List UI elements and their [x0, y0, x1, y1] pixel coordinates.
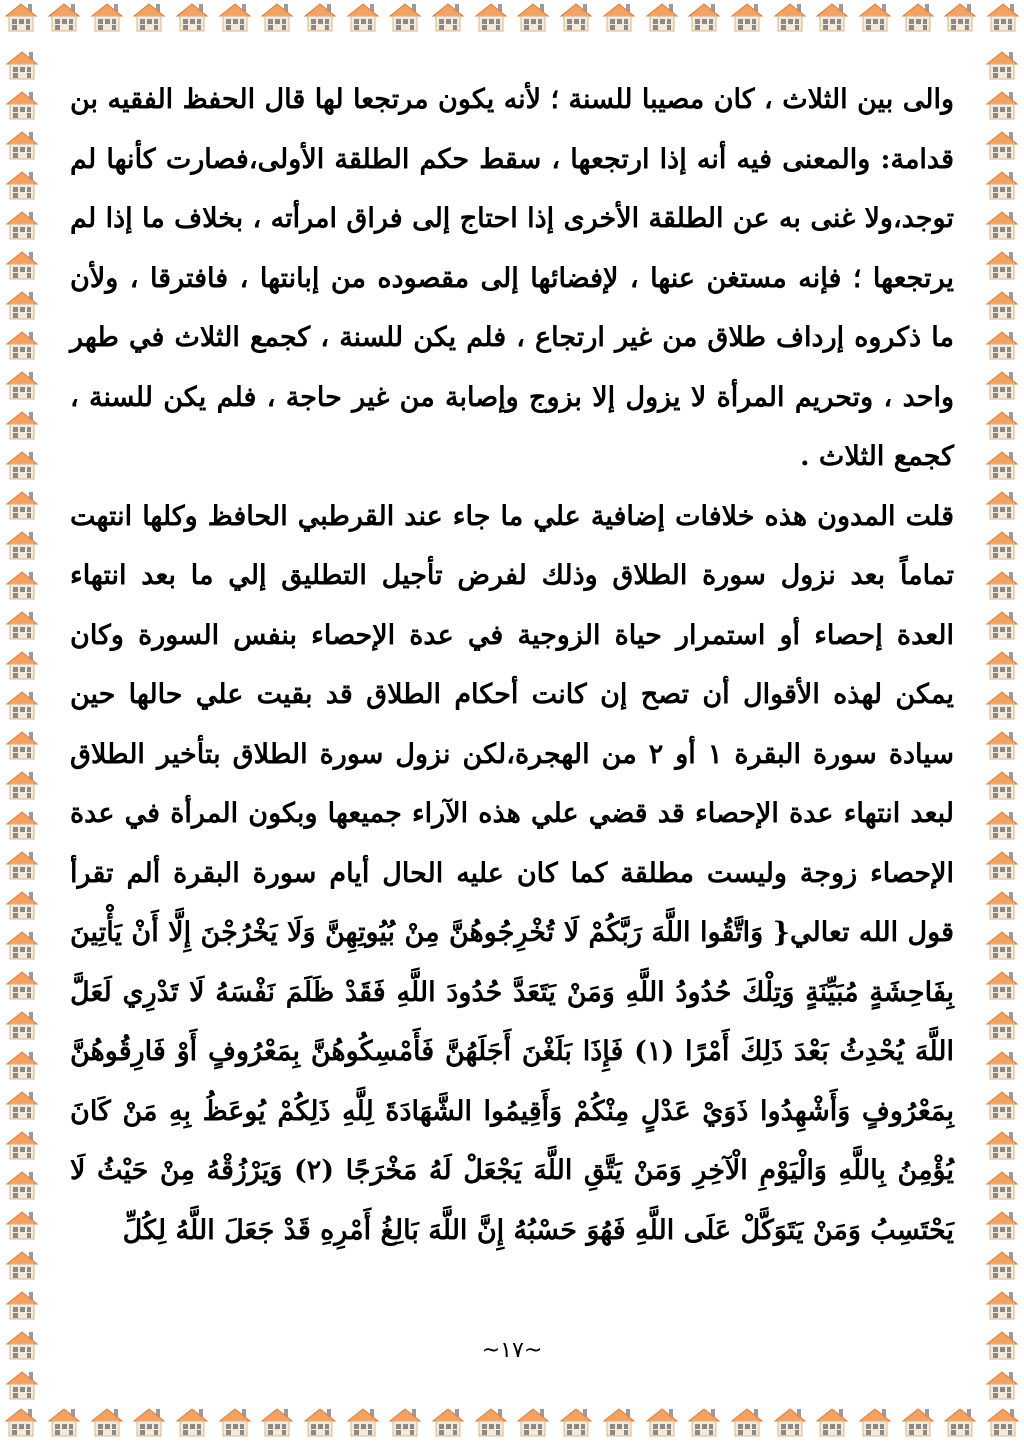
house-icon [858, 1407, 892, 1437]
house-icon [985, 1090, 1019, 1120]
house-icon [985, 690, 1019, 720]
house-icon [985, 850, 1019, 880]
border-right [982, 50, 1022, 1400]
house-icon [559, 2, 593, 32]
house-icon [5, 770, 39, 800]
house-icon [985, 250, 1019, 280]
author-comment-text: قلت المدون هذه خلافات إضافية علي ما جاء عند القرطبي الحافظ وكلها انتهت تماماً بعد نزول سورة الطلاق وذلك لفرض تأجيل التطليق إلي ما بعد انتهاء العدة إحصاء أو استمرار حياة الزوجية في عدة الإحصاء بنفس السورة وكان يمكن لهذه الأقوال أن تصح إن كانت أحكام الطلاق قد بقيت علي حالها حين سيادة سورة البقرة ١ أو ٢ من الهجرة،لكن نزول سورة الطلاق بتأخير الطلاق لبعد انتهاء عدة الإحصاء قد قضي علي هذه الآراء جميعها وبكون المرأة في عدة الإحصاء زوجة وليست مطلقة كما كان عليه الحال أيام سورة البقرة ألم تقرأ قول الله تعالي{ [70, 500, 955, 948]
house-icon [5, 970, 39, 1000]
house-icon [985, 1210, 1019, 1240]
house-icon [687, 2, 721, 32]
house-icon [5, 290, 39, 320]
house-icon [260, 1407, 294, 1437]
house-icon [431, 2, 465, 32]
house-icon [5, 50, 39, 80]
house-icon [303, 2, 337, 32]
house-icon [985, 570, 1019, 600]
house-icon [5, 850, 39, 880]
border-top [0, 2, 1024, 42]
house-icon [260, 2, 294, 32]
house-icon [218, 2, 252, 32]
house-icon [985, 1050, 1019, 1080]
house-icon [858, 2, 892, 32]
house-icon [5, 1170, 39, 1200]
house-icon [985, 1290, 1019, 1320]
house-icon [132, 2, 166, 32]
house-icon [985, 650, 1019, 680]
house-icon [985, 1130, 1019, 1160]
house-icon [5, 130, 39, 160]
house-icon [985, 1170, 1019, 1200]
house-icon [5, 930, 39, 960]
house-icon [985, 410, 1019, 440]
house-icon [985, 730, 1019, 760]
house-icon [5, 410, 39, 440]
house-icon [5, 690, 39, 720]
house-icon [5, 570, 39, 600]
house-icon [5, 1050, 39, 1080]
house-icon [5, 650, 39, 680]
house-icon [730, 1407, 764, 1437]
house-icon [5, 370, 39, 400]
house-icon [985, 490, 1019, 520]
house-icon [985, 330, 1019, 360]
house-icon [5, 1090, 39, 1120]
house-icon [346, 1407, 380, 1437]
house-icon [132, 1407, 166, 1437]
house-icon [985, 130, 1019, 160]
house-icon [516, 1407, 550, 1437]
house-icon [5, 1290, 39, 1320]
house-icon [90, 2, 124, 32]
house-icon [346, 2, 380, 32]
house-icon [5, 450, 39, 480]
house-icon [985, 450, 1019, 480]
house-icon [474, 2, 508, 32]
house-icon [985, 290, 1019, 320]
page-number: ~١٧~ [481, 1338, 543, 1363]
house-icon [559, 1407, 593, 1437]
house-icon [4, 2, 38, 32]
house-icon [985, 970, 1019, 1000]
house-icon [985, 810, 1019, 840]
house-icon [5, 90, 39, 120]
house-icon [985, 210, 1019, 240]
house-icon [5, 170, 39, 200]
house-icon [47, 2, 81, 32]
house-icon [985, 930, 1019, 960]
house-icon [303, 1407, 337, 1437]
quran-verse: وَاتَّقُوا اللَّهَ رَبَّكُمْ لَا تُخْرِجُوهُنَّ مِنْ بُيُوتِهِنَّ وَلَا يَخْرُجْنَ إِلَّا أَنْ يَأْتِينَ بِفَاحِشَةٍ مُبَيِّنَةٍ وَتِلْكَ حُدُودُ اللَّهِ وَمَنْ يَتَعَدَّ حُدُودَ اللَّهِ فَقَدْ ظَلَمَ نَفْسَهُ لَا تَدْرِي لَعَلَّ اللَّهَ يُحْدِثُ بَعْدَ ذَلِكَ أَمْرًا (١) فَإِذَا بَلَغْنَ أَجَلَهُنَّ فَأَمْسِكُوهُنَّ بِمَعْرُوفٍ أَوْ فَارِقُوهُنَّ بِمَعْرُوفٍ وَأَشْهِدُوا ذَوَيْ عَدْلٍ مِنْكُمْ وَأَقِيمُوا الشَّهَادَةَ لِلَّهِ ذَلِكُمْ يُوعَظُ بِهِ مَنْ كَانَ يُؤْمِنُ بِاللَّهِ وَالْيَوْمِ الْآخِرِ وَمَنْ يَتَّقِ اللَّهَ يَجْعَلْ لَهُ مَخْرَجًا (٢) وَيَرْزُقْهُ مِنْ حَيْثُ لَا يَحْتَسِبُ وَمَنْ يَتَوَكَّلْ عَلَى اللَّهِ فَهُوَ حَسْبُهُ إِنَّ اللَّهَ بَالِغُ أَمْرِهِ قَدْ جَعَلَ اللَّهُ لِكُلِّ [70, 917, 954, 1246]
house-icon [388, 1407, 422, 1437]
paragraph-author-comment [70, 487, 954, 1261]
house-icon [645, 1407, 679, 1437]
house-icon [645, 2, 679, 32]
house-icon [986, 1407, 1020, 1437]
house-icon [602, 1407, 636, 1437]
house-icon [5, 330, 39, 360]
house-icon [985, 770, 1019, 800]
house-icon [5, 810, 39, 840]
house-icon [175, 1407, 209, 1437]
house-icon [602, 2, 636, 32]
house-icon [218, 1407, 252, 1437]
house-icon [730, 2, 764, 32]
house-icon [815, 2, 849, 32]
house-icon [5, 490, 39, 520]
house-icon [5, 890, 39, 920]
house-icon [815, 1407, 849, 1437]
house-icon [985, 170, 1019, 200]
house-icon [5, 1250, 39, 1280]
house-icon [388, 2, 422, 32]
house-icon [5, 730, 39, 760]
house-icon [516, 2, 550, 32]
house-icon [985, 530, 1019, 560]
house-icon [901, 1407, 935, 1437]
house-icon [943, 1407, 977, 1437]
house-icon [5, 250, 39, 280]
house-icon [985, 1010, 1019, 1040]
house-icon [4, 1407, 38, 1437]
house-icon [985, 1370, 1019, 1400]
house-icon [5, 610, 39, 640]
house-icon [431, 1407, 465, 1437]
house-icon [773, 2, 807, 32]
house-icon [5, 1130, 39, 1160]
house-icon [5, 530, 39, 560]
house-icon [773, 1407, 807, 1437]
house-icon [687, 1407, 721, 1437]
house-icon [943, 2, 977, 32]
house-icon [5, 1370, 39, 1400]
border-left [2, 50, 42, 1400]
house-icon [175, 2, 209, 32]
house-icon [90, 1407, 124, 1437]
paragraph-quote-ibn-qudama: والى بين الثلاث ، كان مصيبا للسنة ؛ لأنه يكون مرتجعا لها قال الحفظ الفقيه بن قدامة: والمعنى فيه أنه إذا ارتجعها ، سقط حكم الطلقة الأولى،فصارت كأنها لم توجد،ولا غنى به عن الطلقة الأخرى إذا احتاج إلى فراق امرأته ، بخلاف ما إذا لم يرتجعها ؛ فإنه مستغن عنها ، لإفضائها إلى مقصوده من إبانتها ، فافترقا ، ولأن ما ذكروه إرداف طلاق من غير ارتجاع ، فلم يكن للسنة ، كجمع الثلاث في طهر واحد ، وتحريم المرأة لا يزول إلا بزوج وإصابة من غير حاجة ، فلم يكن للسنة ، كجمع الثلاث . [70, 84, 954, 472]
house-icon [5, 1210, 39, 1240]
house-icon [474, 1407, 508, 1437]
house-icon [985, 90, 1019, 120]
house-icon [901, 2, 935, 32]
house-icon [5, 210, 39, 240]
house-icon [985, 610, 1019, 640]
house-icon [47, 1407, 81, 1437]
page-content [70, 70, 954, 1290]
house-icon [986, 2, 1020, 32]
border-bottom [0, 1407, 1024, 1447]
house-icon [985, 50, 1019, 80]
house-icon [985, 1250, 1019, 1280]
house-icon [985, 370, 1019, 400]
house-icon [5, 1010, 39, 1040]
house-icon [985, 890, 1019, 920]
